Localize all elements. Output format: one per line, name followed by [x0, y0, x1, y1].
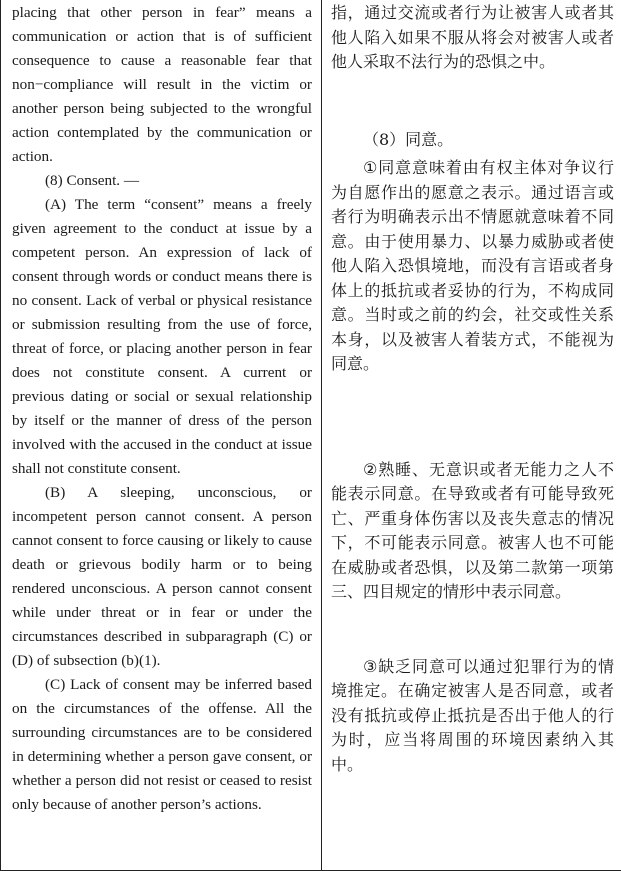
chinese-paragraph-1: ①同意意味着由有权主体对争议行为自愿作出的愿意之表示。通过语言或者行为明确表示出不情愿就意味着不同意。由于使用暴力、以暴力威胁或者使他人陷入恐惧境地，而没有言语或者身体上的抵抗或者妥协的行为，不构成同意。当时或之前的约会，社交或性关系本身，以及被害人着装方式，不能视为同意。: [331, 158, 614, 373]
chinese-paragraph-consent-heading: （8）同意。: [363, 129, 454, 149]
chinese-paragraph-continuation: 指，通过交流或者行为让被害人或者其他人陷入如果不服从将会对被害人或者他人采取不法行为的恐惧之中。: [331, 3, 614, 71]
english-column: [1, 0, 322, 871]
english-paragraph-consent-heading: (8) Consent. —: [45, 172, 140, 189]
chinese-paragraph-2: ②熟睡、无意识或者无能力之人不能表示同意。在导致或者有可能导致死亡、严重身体伤害以及丧失意志的情况下，不可能表示同意。被害人也不可能在威胁或者恐惧，以及第二款第一项第三、四目规定的情形中表示同意。: [331, 459, 614, 601]
table-row: [1, 0, 621, 871]
english-paragraph-continuation: placing that other person in fear” means a communication or action that is of sufficient consequence to cause a reasonable fear that non−compliance will result in the victim or another person being subjected to the wrongful action contemplated by the communication or action.: [12, 4, 312, 165]
chinese-column: [322, 0, 621, 871]
english-paragraph-a: (A) The term “consent” means a freely given agreement to the conduct at issue by a competent person. An expression of lack of consent through words or conduct means there is no consent. Lack of verbal or physical resistance or submission resulting from the use of force, threat of force, or placing another person in fear does not constitute consent. A current or previous dating or social or sexual relationship by itself or the manner of dress of the person involved with the accused in the conduct at issue shall not constitute consent.: [12, 196, 312, 477]
english-text-block: [1, 0, 321, 817]
chinese-paragraph-3: ③缺乏同意可以通过犯罪行为的情境推定。在确定被害人是否同意，或者没有抵抗或停止抵抗是否出于他人的行为时，应当将周围的环境因素纳入其中。: [331, 656, 614, 774]
english-paragraph-b: (B) A sleeping, unconscious, or incompetent person cannot consent. A person cannot consent to force causing or likely to cause death or grievous bodily harm or to being rendered unconscious. A person cannot consent while under threat or in fear or under the circumstances described in subparagraph (C) or (D) of subsection (b)(1).: [12, 484, 312, 669]
english-paragraph-c: (C) Lack of consent may be inferred based on the circumstances of the offense. All the surrounding circumstances are to be considered in determining whether a person gave consent, or whether a person did not resist or ceased to resist only because of another person’s actions.: [12, 676, 312, 813]
chinese-text-block: [322, 0, 621, 777]
